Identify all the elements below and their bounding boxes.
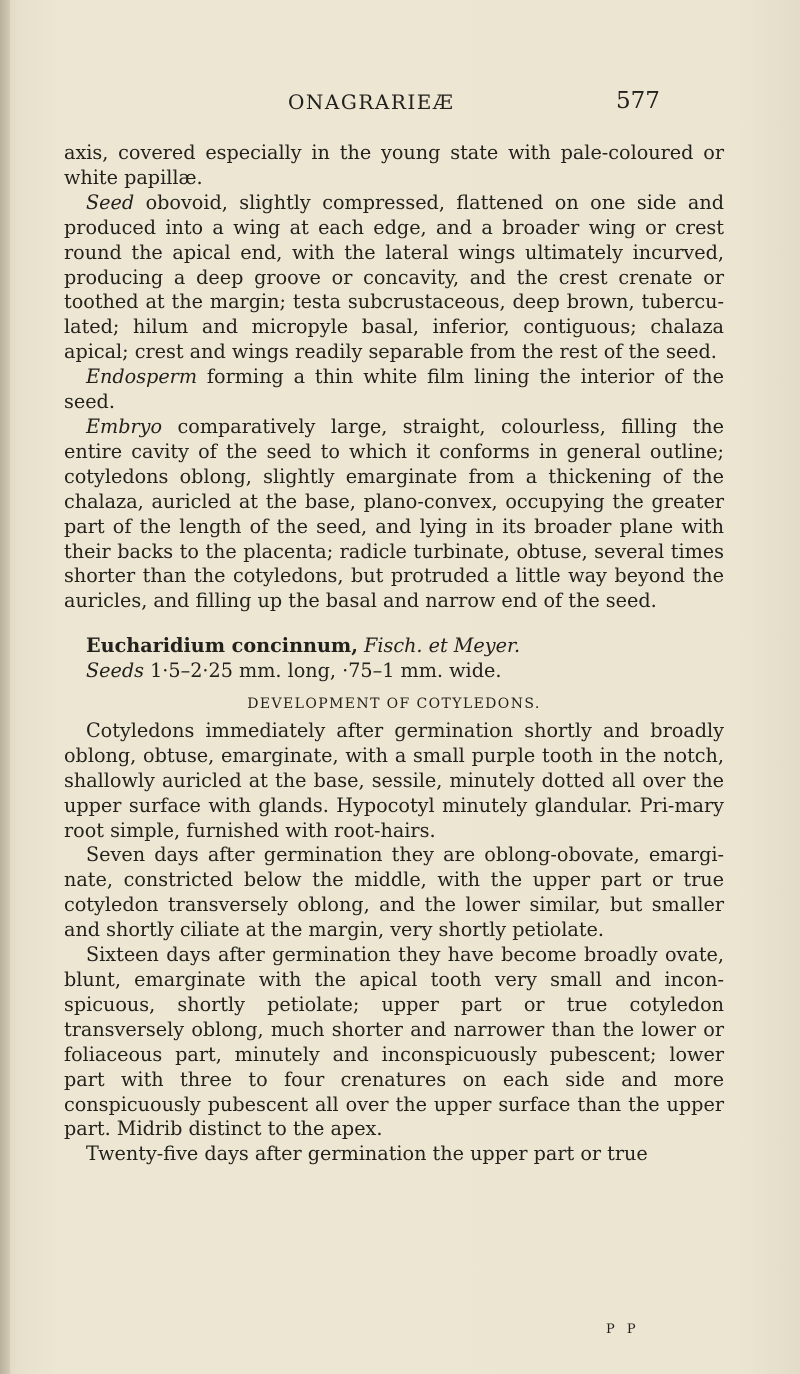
paragraph-axis: axis, covered especially in the young state with pale-coloured or white papillæ. [64,141,724,189]
paragraph-cotyledons: Cotyledons immediately after germination shortly and broadly oblong, obtuse, emarginate, with a small purple tooth in the notch, shallowly auricled at the base, sessile, minutely dotted all over the upper surface with glands. Hypocotyl minutely glandular. Pri-mary root simple, furnished with root-hairs. [64,718,724,842]
term-seed: Seed [86,190,135,214]
running-title: ONAGRARIEÆ [288,90,455,114]
page-header [0,90,800,120]
paragraph-endosperm: Endosperm forming a thin white film lining the interior of the seed. [64,365,724,414]
page-number: 577 [616,88,660,114]
species-heading [64,634,724,659]
term-endosperm: Endosperm [86,365,198,389]
paragraph-twenty-five-days: Twenty-five days after germination the upper part or true [86,1142,648,1166]
paragraph-seeds-size: Seeds 1·5–2·25 mm. long, ·75–1 mm. wide. [86,659,502,683]
paragraph-sixteen-days: Sixteen days after germination they have become broadly ovate, blunt, emarginate with the apical tooth very small and incon-spicuous, shortly petiolate; upper part or true cotyledon transversely oblong, much shorter and narrower than the lower or foliaceous part, minutely and inconspicuously pubescent; lower part with three to four crenatures on each side and more conspicuously pubescent all over the upper surface than the upper part. Midrib distinct to the apex. [64,943,724,1141]
term-embryo: Embryo [86,414,163,438]
page-gutter [0,0,10,1374]
species-authority: Fisch. et Meyer. [357,634,521,658]
signature-mark: P P [606,1322,640,1337]
paragraph-seven-days: Seven days after germination they are oblong-obovate, emargi-nate, constricted below the middle, with the upper part or true cotyledon transversely oblong, and the lower similar, but smaller and shortly ciliate at the margin, very shortly petiolate. [64,843,724,942]
paragraph-seed: Seed obovoid, slightly compressed, flattened on one side and produced into a wing at each edge, and a broader wing or crest round the apical end, with the lateral wings ultimately incurved, producing a deep groove or concavity, and the crest crenate or toothed at the margin; testa subcrustaceous, deep brown, tubercu-lated; hilum and micropyle basal, inferior, contiguous; chalaza apical; crest and wings readily separable from the rest of the seed. [64,190,724,364]
term-seeds: Seeds [86,659,144,683]
section-heading: DEVELOPMENT OF COTYLEDONS. [247,696,541,713]
paragraph-embryo: Embryo comparatively large, straight, colourless, filling the entire cavity of the seed to which it conforms in general outline; cotyledons oblong, slightly emarginate from a thickening of the chalaza, auricled at the base, plano-convex, occupying the greater part of the length of the seed, and lying in its broader plane with their backs to the placenta; radicle turbinate, obtuse, several times shorter than the cotyledons, but protruded a little way beyond the auricles, and filling up the basal and narrow end of the seed. [64,414,724,613]
body-text [64,141,724,1167]
species-name: Eucharidium concinnum, [86,634,358,658]
